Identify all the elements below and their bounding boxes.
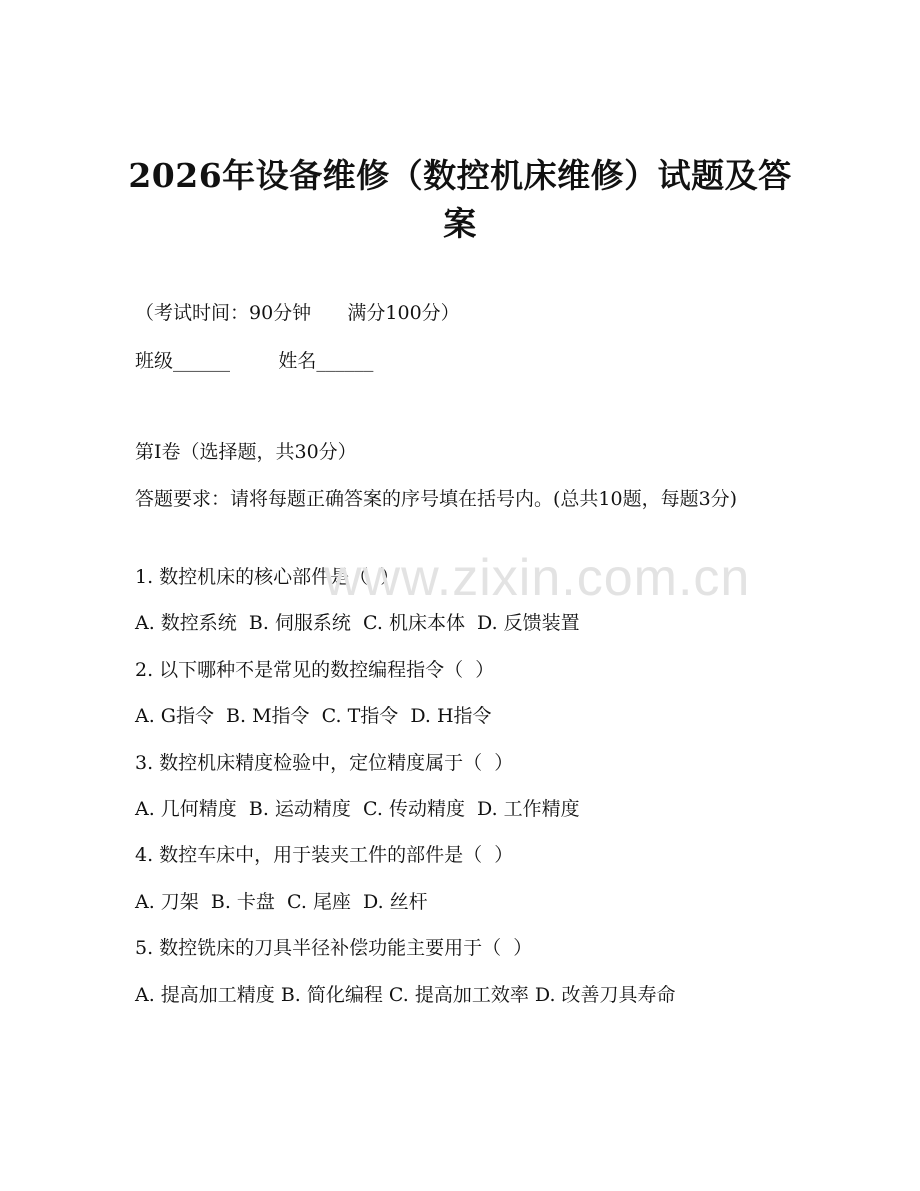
- question-stem: 4. 数控车床中，用于装夹工件的部件是（ ）: [135, 844, 514, 866]
- section-heading: 第I卷（选择题，共30分）: [135, 441, 357, 463]
- question-options: A. 提高加工精度 B. 简化编程 C. 提高加工效率 D. 改善刀具寿命: [135, 984, 676, 1006]
- question-stem: 5. 数控铣床的刀具半径补偿功能主要用于（ ）: [135, 937, 533, 959]
- question-stem: 1. 数控机床的核心部件是（ ）: [135, 566, 400, 588]
- question-options: A. G指令 B. M指令 C. T指令 D. H指令: [135, 705, 492, 727]
- question-stem: 2. 以下哪种不是常见的数控编程指令（ ）: [135, 659, 495, 681]
- question-options: A. 刀架 B. 卡盘 C. 尾座 D. 丝杆: [135, 891, 428, 913]
- question-stem: 3. 数控机床精度检验中，定位精度属于（ ）: [135, 752, 514, 774]
- instructions: 答题要求：请将每题正确答案的序号填在括号内。(总共10题，每题3分): [135, 488, 738, 510]
- question-options: A. 几何精度 B. 运动精度 C. 传动精度 D. 工作精度: [135, 798, 580, 820]
- watermark: www.zixin.com.cn: [324, 549, 751, 607]
- exam-info: （考试时间：90分钟 满分100分）: [135, 302, 460, 324]
- question-options: A. 数控系统 B. 伺服系统 C. 机床本体 D. 反馈装置: [135, 612, 580, 634]
- class-name-line: 班级______ 姓名______: [135, 350, 374, 372]
- document-title: 2026年设备维修（数控机床维修）试题及答案: [128, 156, 792, 243]
